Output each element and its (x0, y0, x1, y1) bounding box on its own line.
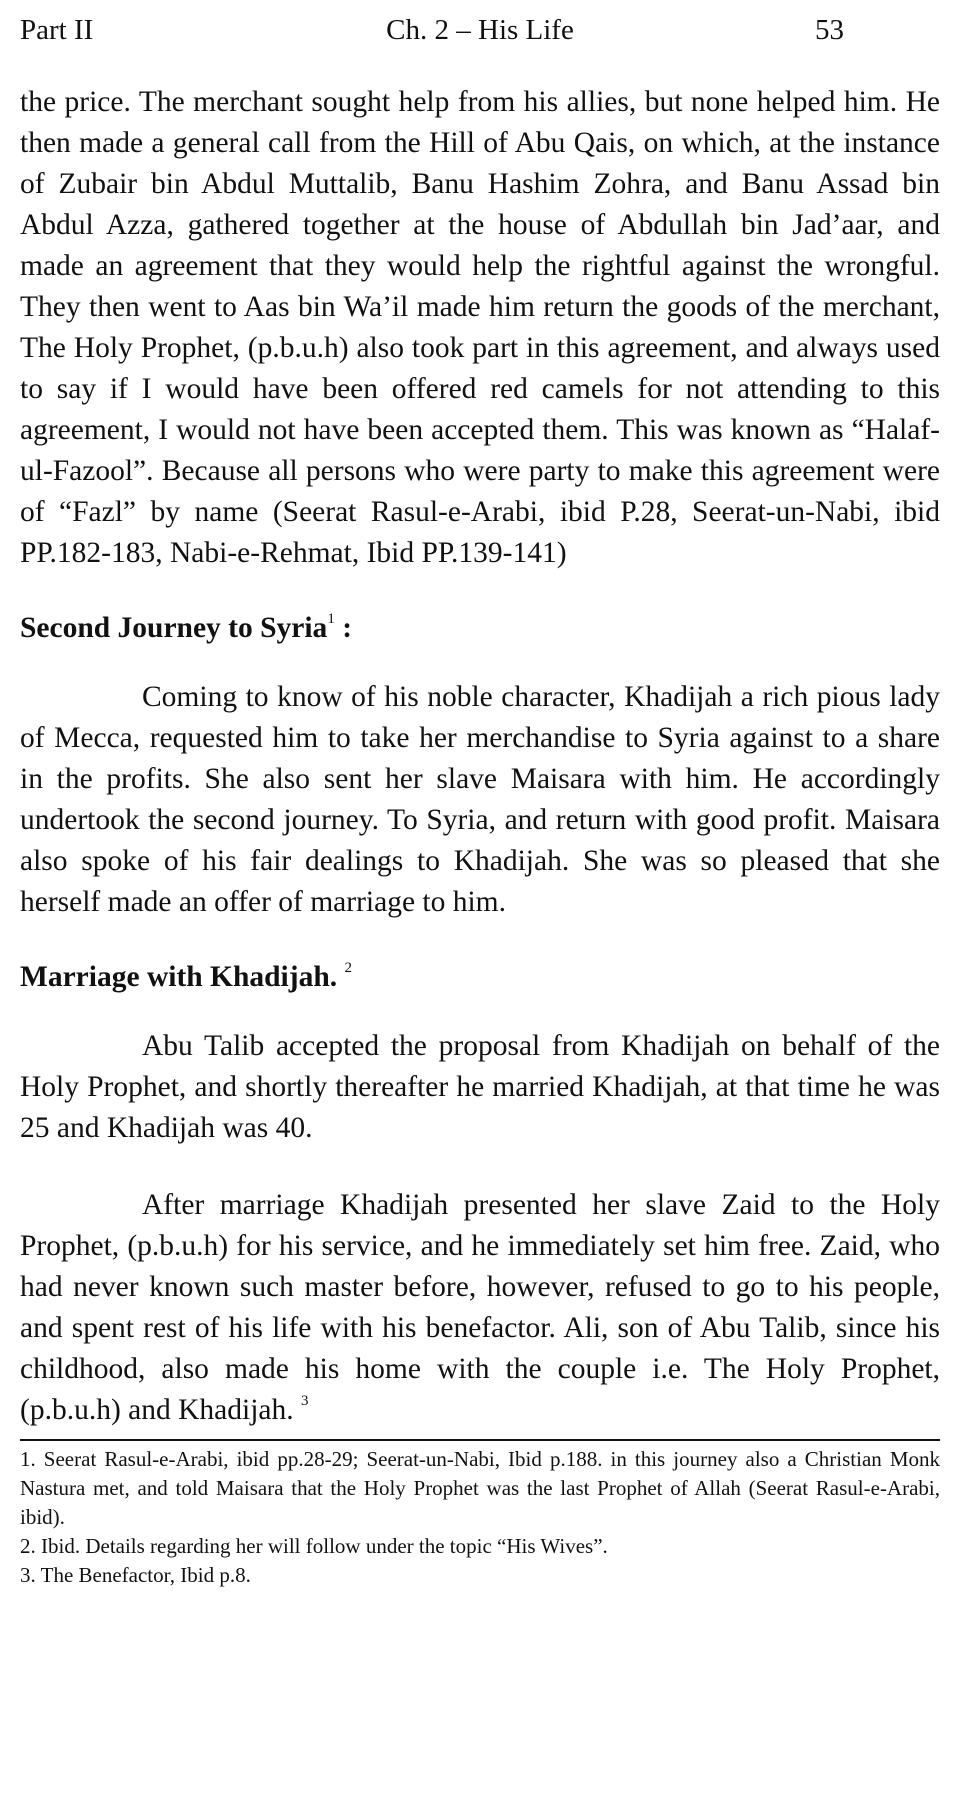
footnote-ref-2: 2 (344, 960, 352, 976)
chapter-title: Ch. 2 – His Life (386, 14, 574, 46)
paragraph-halaf-ul-fazool: the price. The merchant sought help from his allies, but none helped him. He then made a general call from the Hill of Abu Qais, on which, at the instance of Zubair bin Abdul Muttalib, Banu Hashim Zohra, and Banu Assad bin Abdul Azza, gathered together at the house of Abdullah bin Jad’aar, and made an agreement that they would help the rightful against the wrongful. They then went to Aas bin Wa’il made him return the goods of the merchant, The Holy Prophet, (p.b.u.h) also took part in this agreement, and always used to say if I would have been offered red camels for not attending to this agreement, I would not have been accepted them. This was known as “Halaf-ul-Fazool”. Because all persons who were party to make this agreement were of “Fazl” by name (Seerat Rasul-e-Arabi, ibid P.28, Seerat-un-Nabi, ibid PP.182-183, Nabi-e-Rehmat, Ibid PP.139-141) (20, 86, 940, 569)
paragraph-marriage: Abu Talib accepted the proposal from Khadijah on behalf of the Holy Prophet, and shortly thereafter he married Khadijah, at that time he was 25 and Khadijah was 40. (20, 1030, 940, 1144)
running-header (20, 0, 940, 60)
heading-suffix: : (334, 612, 353, 644)
footnote-3: 3. The Benefactor, Ibid p.8. (20, 1563, 251, 1587)
heading-text: Marriage with Khadijah. (20, 961, 338, 993)
part-label: Part II (20, 14, 94, 46)
book-page (20, 0, 940, 1590)
section-heading-second-journey (20, 608, 940, 649)
page-number: 53 (815, 14, 844, 46)
paragraph-second-journey: Coming to know of his noble character, Khadijah a rich pious lady of Mecca, requested him to take her merchandise to Syria against to a share in the profits. She also sent her slave Maisara with him. He accordingly undertook the second journey. To Syria, and return with good profit. Maisara also spoke of his fair dealings to Khadijah. She was so pleased that she herself made an offer of marriage to him. (20, 681, 940, 918)
footnote-ref-3: 3 (301, 1393, 309, 1409)
footnotes (20, 1445, 940, 1590)
footnote-2: 2. Ibid. Details regarding her will follow under the topic “His Wives”. (20, 1534, 608, 1558)
paragraph-zaid-text: After marriage Khadijah presented her slave Zaid to the Holy Prophet, (p.b.u.h) for his service, and he immediately set him free. Zaid, who had never known such master before, however, refused to go to his people, and spent rest of his life with his benefactor. Ali, son of Abu Talib, since his childhood, also made his home with the couple i.e. The Holy Prophet, (p.b.u.h) and Khadijah. (20, 1189, 940, 1426)
section-heading-marriage (20, 957, 940, 998)
footnote-1: 1. Seerat Rasul-e-Arabi, ibid pp.28-29; Seerat-un-Nabi, Ibid p.188. in this journey also a Christian Monk Nastura met, and told Maisara that the Holy Prophet was the last Prophet of Allah (Seerat Rasul-e-Arabi, ibid). (20, 1447, 940, 1529)
heading-text: Second Journey to Syria (20, 612, 328, 644)
footnote-ref-1: 1 (327, 611, 335, 627)
paragraph-zaid (20, 1185, 940, 1431)
